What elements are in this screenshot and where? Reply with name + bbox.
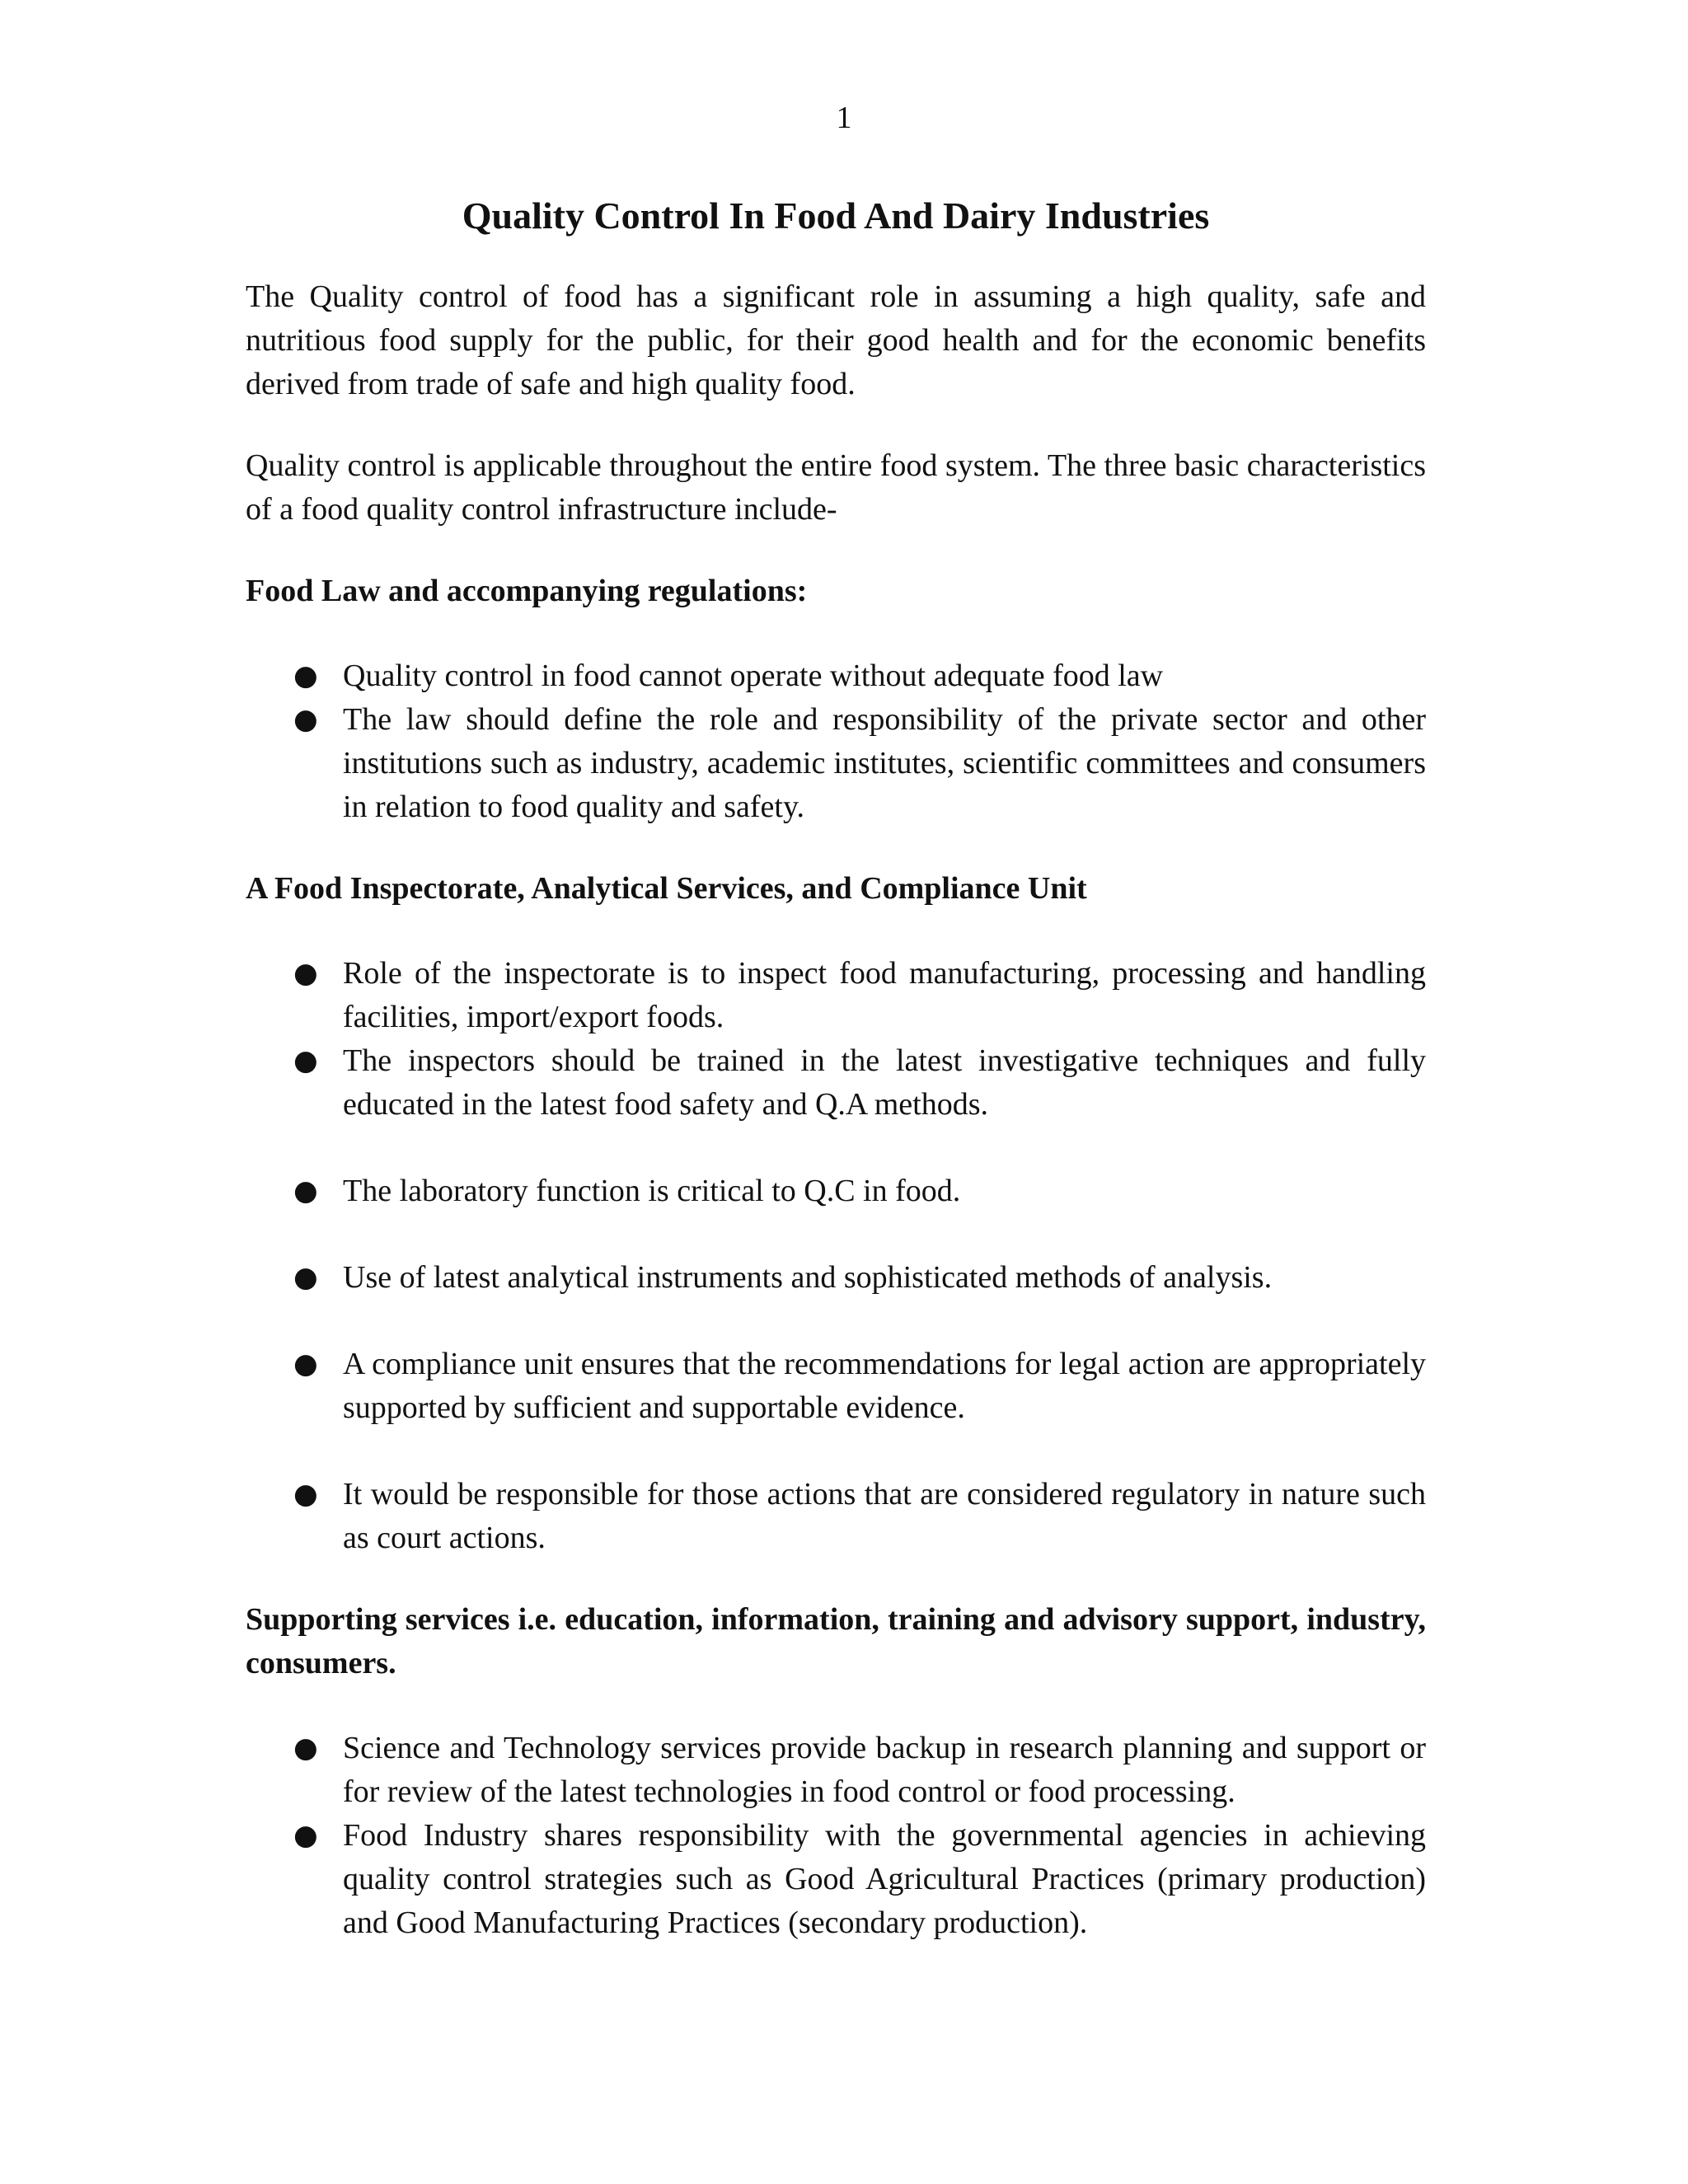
bullet-icon: ● [293, 1819, 318, 1852]
list-item [246, 654, 1426, 698]
document-title: Quality Control In Food And Dairy Industries [462, 194, 1210, 237]
intro-paragraph-1: The Quality control of food has a significant role in assuming a high quality, safe and nutritious food supply for the public, for their good health and for the economic benefits derived from trade of safe and high quality food. [246, 279, 1426, 401]
bullet-icon: ● [293, 957, 318, 990]
list-item [246, 952, 1426, 1039]
section-heading-supporting-services: Supporting services i.e. education, information, training and advisory support, industry, consumers. [246, 1602, 1426, 1680]
list-item-text: It would be responsible for those actions that are considered regulatory in nature such as court actions. [343, 1477, 1426, 1555]
page-number: 1 [836, 101, 852, 135]
bullet-icon: ● [293, 1174, 318, 1207]
bullet-icon: ● [293, 659, 318, 692]
section-heading-inspectorate: A Food Inspectorate, Analytical Services, and Compliance Unit [246, 871, 1087, 906]
list-item-text: Use of latest analytical instruments and sophisticated methods of analysis. [343, 1260, 1273, 1295]
bullet-list-food-law [246, 654, 1426, 829]
bullet-icon: ● [293, 1261, 318, 1294]
list-item-text: Science and Technology services provide backup in research planning and support or for review of the latest technologies in food control or food processing. [343, 1731, 1426, 1809]
list-item-text: The laboratory function is critical to Q.C in food. [343, 1174, 961, 1208]
list-item-text: Quality control in food cannot operate without adequate food law [343, 658, 1164, 693]
list-item-text: The inspectors should be trained in the latest investigative techniques and fully educated in the latest food safety and Q.A methods. [343, 1043, 1426, 1122]
list-item [246, 1727, 1426, 1814]
document-body [246, 191, 1426, 1983]
list-item-text: A compliance unit ensures that the recommendations for legal action are appropriately supported by sufficient and supportable evidence. [343, 1347, 1426, 1425]
bullet-icon: ● [293, 703, 318, 736]
section-heading-food-law: Food Law and accompanying regulations: [246, 574, 808, 608]
list-item-text: The law should define the role and responsibility of the private sector and other institutions such as industry, academic institutes, scientific committees and consumers in relation to food quality and safety. [343, 702, 1426, 824]
list-item [246, 698, 1426, 829]
list-item [246, 1169, 1426, 1213]
list-item [246, 1039, 1426, 1127]
list-item [246, 1473, 1426, 1560]
bullet-icon: ● [293, 1044, 318, 1077]
intro-paragraph-2: Quality control is applicable throughout the entire food system. The three basic characteristics of a food quality control infrastructure include- [246, 448, 1426, 527]
list-item-text: Food Industry shares responsibility with the governmental agencies in achieving quality control strategies such as Good Agricultural Practices (primary production) and Good Manufacturing Practices (secondary production). [343, 1818, 1426, 1940]
bullet-icon: ● [293, 1478, 318, 1511]
list-item-text: Role of the inspectorate is to inspect food manufacturing, processing and handling facilities, import/export foods. [343, 956, 1426, 1034]
list-item [246, 1343, 1426, 1430]
bullet-icon: ● [293, 1347, 318, 1380]
list-item [246, 1814, 1426, 1945]
bullet-list-supporting-services [246, 1727, 1426, 1945]
bullet-list-inspectorate [246, 952, 1426, 1560]
bullet-icon: ● [293, 1732, 318, 1765]
list-item [246, 1256, 1426, 1300]
